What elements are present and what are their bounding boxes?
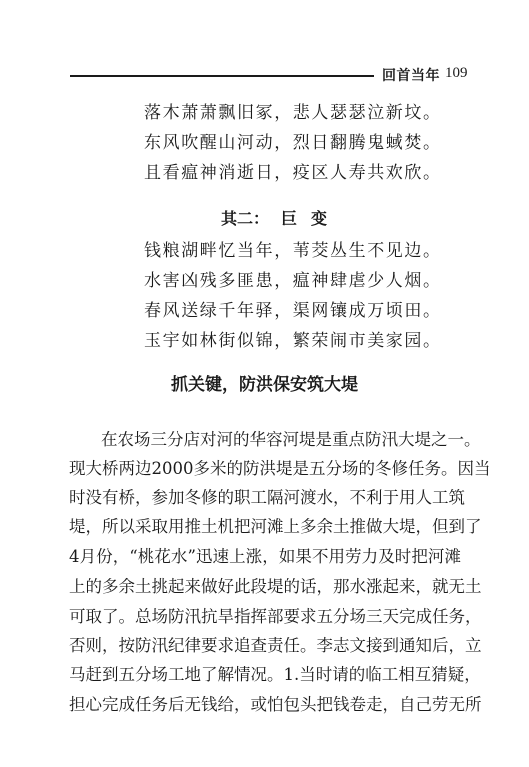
poem-one-line: 落木萧萧飘旧冢，悲人瑟瑟泣新坟。 (144, 103, 442, 123)
paragraph-line: 否则，按防汛纪律要求追查责任。李志文接到通知后，立 (69, 636, 482, 655)
paragraph-line: 现大桥两边2000多米的防洪堤是五分场的冬修任务。因当 (69, 459, 491, 478)
poem-two-line: 水害凶残多匪患，瘟神肆虐少人烟。 (144, 271, 442, 291)
poem-two-line: 钱粮湖畔忆当年，苇茭丛生不见边。 (144, 241, 442, 261)
poem-two-line: 春风送绿千年驿，渠网镶成万顷田。 (144, 301, 442, 321)
poem-two-line: 玉宇如林街似锦，繁荣闹市美家园。 (144, 331, 442, 351)
poem-two-subtitle-prefix: 其二： (221, 209, 270, 228)
running-header-title: 回首当年 (382, 68, 440, 84)
paragraph-line: 担心完成任务后无钱给，或怕包头把钱卷走，自己劳无所 (69, 695, 482, 714)
poem-two-subtitle (221, 206, 341, 229)
poem-two-subtitle-title: 巨变 (281, 209, 342, 228)
paragraph-line: 时没有桥，参加冬修的职工隔河渡水，不利于用人工筑 (69, 488, 465, 507)
paragraph-line: 上的多余土挑起来做好此段堤的话，那水涨起来，就无土 (69, 577, 482, 596)
paragraph-line: 在农场三分店对河的华容河堤是重点防汛大堤之一。 (101, 430, 481, 449)
paragraph-line: 堤，所以采取用推土机把河滩上多余土推做大堤，但到了 (69, 517, 482, 536)
running-header (70, 64, 470, 86)
paragraph-line: 4月份，“桃花水”迅速上涨，如果不用劳力及时把河滩 (69, 547, 461, 566)
poem-one-line: 东风吹醒山河动，烈日翻腾鬼蜮焚。 (144, 133, 442, 153)
section-heading: 抓关键，防洪保安筑大堤 (171, 375, 358, 395)
paragraph-line: 可取了。总场防汛抗旱指挥部要求五分场三天完成任务， (69, 607, 482, 626)
poem-one-line: 且看瘟神消逝日，疫区人寿共欢欣。 (144, 163, 442, 183)
header-rule (70, 75, 374, 77)
paragraph-line: 马赶到五分场工地了解情况。1.当时请的临工相互猜疑， (69, 665, 481, 684)
page-number: 109 (445, 65, 468, 81)
